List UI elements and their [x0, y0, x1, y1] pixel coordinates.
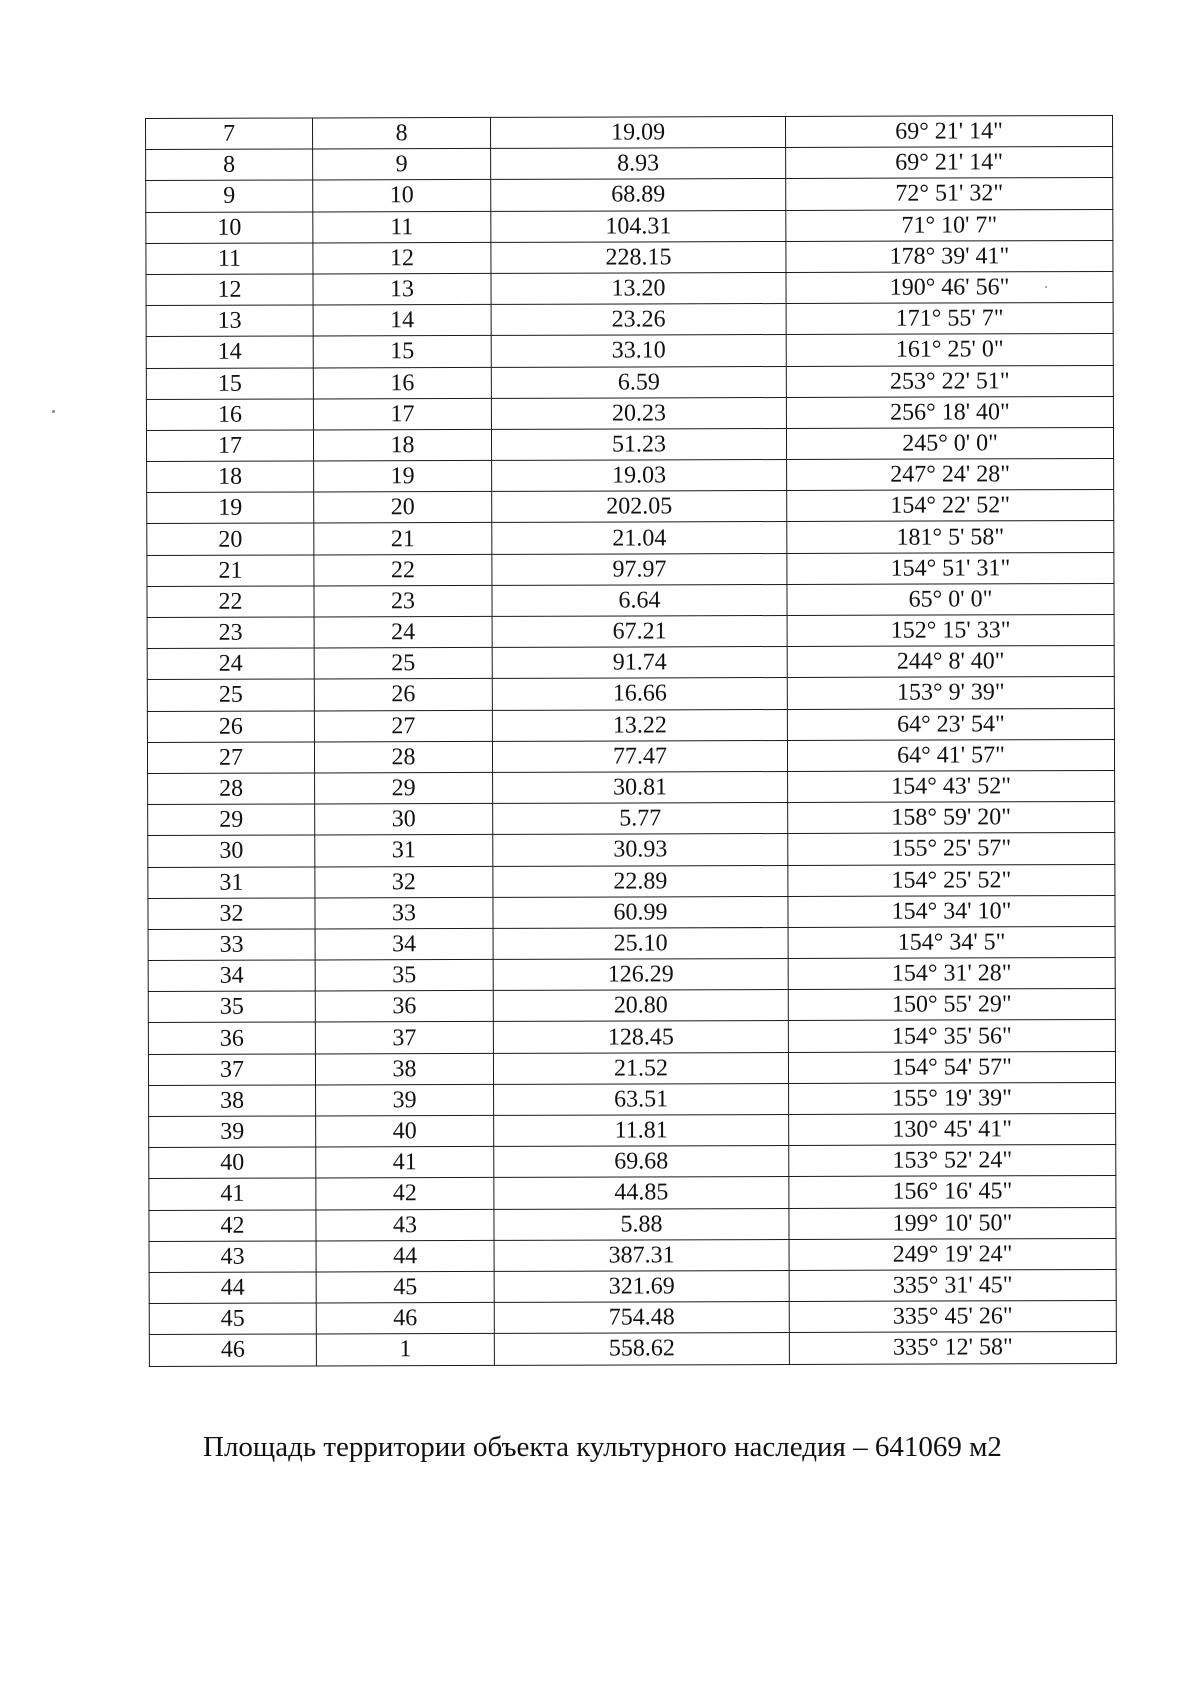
- table-row: [146, 147, 1113, 181]
- table-row: [149, 1332, 1116, 1366]
- point-to-cell: 32: [315, 866, 493, 898]
- table-row: [147, 677, 1114, 711]
- distance-cell: 387.31: [494, 1239, 789, 1271]
- point-from-cell: 10: [146, 212, 313, 244]
- table-row: [148, 958, 1115, 992]
- point-to-cell: 37: [315, 1022, 493, 1054]
- bearing-cell: 335° 12' 58": [789, 1332, 1116, 1364]
- point-to-cell: 35: [315, 959, 493, 991]
- point-from-cell: 25: [147, 679, 314, 711]
- scan-speck: [52, 410, 55, 413]
- point-to-cell: 22: [314, 554, 492, 586]
- bearing-cell: 154° 35' 56": [788, 1020, 1115, 1052]
- distance-cell: 13.22: [492, 709, 787, 741]
- point-from-cell: 45: [149, 1303, 316, 1335]
- point-from-cell: 30: [148, 835, 315, 867]
- point-to-cell: 36: [315, 991, 493, 1023]
- point-from-cell: 29: [148, 804, 315, 836]
- point-from-cell: 46: [149, 1334, 316, 1366]
- distance-cell: 11.81: [494, 1114, 789, 1146]
- distance-cell: 68.89: [491, 179, 786, 211]
- bearing-cell: 154° 31' 28": [788, 958, 1115, 990]
- table-row: [149, 1145, 1116, 1179]
- bearing-cell: 153° 52' 24": [789, 1145, 1116, 1177]
- point-from-cell: 34: [148, 960, 315, 992]
- bearing-cell: 335° 31' 45": [789, 1269, 1116, 1301]
- point-to-cell: 21: [314, 523, 492, 555]
- bearing-cell: 69° 21' 14": [786, 147, 1113, 179]
- bearing-cell: 155° 25' 57": [788, 833, 1115, 865]
- point-to-cell: 14: [313, 305, 491, 337]
- area-statement: Площадь территории объекта культурного наследия – 641069 м2: [203, 1431, 1002, 1463]
- point-from-cell: 20: [147, 523, 314, 555]
- bearing-cell: 154° 34' 5": [788, 926, 1115, 958]
- bearing-cell: 335° 45' 26": [789, 1301, 1116, 1333]
- point-to-cell: 39: [316, 1084, 494, 1116]
- distance-cell: 19.09: [490, 116, 785, 148]
- table-row: [147, 552, 1114, 586]
- point-to-cell: 20: [314, 492, 492, 524]
- distance-cell: 5.88: [494, 1208, 789, 1240]
- bearing-cell: 64° 23' 54": [787, 708, 1114, 740]
- distance-cell: 44.85: [494, 1177, 789, 1209]
- bearing-cell: 130° 45' 41": [789, 1113, 1116, 1145]
- bearing-cell: 249° 19' 24": [789, 1238, 1116, 1270]
- table-row: [148, 895, 1115, 929]
- distance-cell: 16.66: [492, 678, 787, 710]
- distance-cell: 91.74: [492, 647, 787, 679]
- bearing-cell: 244° 8' 40": [787, 646, 1114, 678]
- table-row: [146, 240, 1113, 274]
- table-row: [148, 864, 1115, 898]
- distance-cell: 754.48: [494, 1302, 789, 1334]
- distance-cell: 228.15: [491, 241, 786, 273]
- point-from-cell: 28: [148, 773, 315, 805]
- point-to-cell: 44: [316, 1240, 494, 1272]
- distance-cell: 20.23: [491, 397, 786, 429]
- table-row: [149, 1113, 1116, 1147]
- point-to-cell: 13: [313, 273, 491, 305]
- distance-cell: 22.89: [493, 865, 788, 897]
- point-from-cell: 27: [147, 742, 314, 774]
- bearing-cell: 156° 16' 45": [789, 1176, 1116, 1208]
- point-to-cell: 43: [316, 1209, 494, 1241]
- distance-cell: 77.47: [492, 740, 787, 772]
- point-from-cell: 36: [148, 1022, 315, 1054]
- scan-speck: [1045, 286, 1047, 288]
- table-row: [146, 303, 1113, 337]
- point-to-cell: 41: [316, 1147, 494, 1179]
- point-to-cell: 33: [315, 897, 493, 929]
- table-row: [149, 1238, 1116, 1272]
- distance-cell: 202.05: [492, 491, 787, 523]
- distance-cell: 128.45: [493, 1021, 788, 1053]
- distance-cell: 33.10: [491, 335, 786, 367]
- bearing-cell: 253° 22' 51": [786, 365, 1113, 397]
- point-from-cell: 18: [147, 461, 314, 493]
- distance-cell: 21.04: [492, 522, 787, 554]
- point-from-cell: 9: [146, 180, 313, 212]
- bearing-cell: 256° 18' 40": [786, 396, 1113, 428]
- point-from-cell: 19: [147, 492, 314, 524]
- distance-cell: 25.10: [493, 927, 788, 959]
- distance-cell: 30.81: [493, 771, 788, 803]
- table-row: [149, 1269, 1116, 1303]
- table-row: [148, 802, 1115, 836]
- table-row: [149, 1301, 1116, 1335]
- point-to-cell: 17: [313, 398, 491, 430]
- bearing-cell: 155° 19' 39": [789, 1082, 1116, 1114]
- distance-cell: 5.77: [493, 803, 788, 835]
- point-from-cell: 35: [148, 991, 315, 1023]
- point-from-cell: 8: [146, 149, 313, 181]
- table-row: [148, 989, 1115, 1023]
- bearing-cell: 161° 25' 0": [786, 334, 1113, 366]
- distance-cell: 30.93: [493, 834, 788, 866]
- point-from-cell: 11: [146, 243, 313, 275]
- table-row: [146, 115, 1113, 149]
- table-row: [147, 708, 1114, 742]
- point-from-cell: 41: [149, 1178, 316, 1210]
- distance-cell: 67.21: [492, 615, 787, 647]
- bearing-cell: 178° 39' 41": [786, 240, 1113, 272]
- table-row: [148, 1020, 1115, 1054]
- point-to-cell: 40: [316, 1115, 494, 1147]
- table-row: [147, 490, 1114, 524]
- point-from-cell: 23: [147, 617, 314, 649]
- distance-cell: 97.97: [492, 553, 787, 585]
- table-row: [147, 583, 1114, 617]
- point-from-cell: 43: [149, 1241, 316, 1273]
- bearing-cell: 171° 55' 7": [786, 303, 1113, 335]
- table-row: [147, 739, 1114, 773]
- distance-cell: 6.64: [492, 584, 787, 616]
- bearing-cell: 64° 41' 57": [787, 739, 1114, 771]
- distance-cell: 60.99: [493, 896, 788, 928]
- bearing-cell: 72° 51' 32": [786, 178, 1113, 210]
- distance-cell: 13.20: [491, 272, 786, 304]
- distance-cell: 23.26: [491, 304, 786, 336]
- point-to-cell: 15: [313, 336, 491, 368]
- point-from-cell: 13: [146, 305, 313, 337]
- bearing-cell: 154° 22' 52": [787, 490, 1114, 522]
- point-to-cell: 42: [316, 1178, 494, 1210]
- point-to-cell: 46: [316, 1303, 494, 1335]
- point-to-cell: 11: [313, 211, 491, 243]
- point-from-cell: 40: [149, 1147, 316, 1179]
- point-from-cell: 26: [147, 711, 314, 743]
- point-from-cell: 39: [149, 1116, 316, 1148]
- distance-cell: 321.69: [494, 1270, 789, 1302]
- table-row: [148, 770, 1115, 804]
- point-to-cell: 23: [314, 585, 492, 617]
- table-row: [149, 1176, 1116, 1210]
- table-row: [147, 521, 1114, 555]
- point-to-cell: 34: [315, 928, 493, 960]
- point-to-cell: 30: [315, 804, 493, 836]
- point-from-cell: 38: [149, 1085, 316, 1117]
- point-to-cell: 1: [316, 1334, 494, 1366]
- bearing-cell: 245° 0' 0": [786, 427, 1113, 459]
- bearing-cell: 158° 59' 20": [788, 802, 1115, 834]
- point-to-cell: 25: [314, 648, 492, 680]
- table-row: [148, 833, 1115, 867]
- table-row: [149, 1082, 1116, 1116]
- bearing-cell: 153° 9' 39": [787, 677, 1114, 709]
- point-to-cell: 9: [313, 149, 491, 181]
- point-from-cell: 17: [146, 430, 313, 462]
- point-from-cell: 16: [146, 399, 313, 431]
- distance-cell: 104.31: [491, 210, 786, 242]
- distance-cell: 20.80: [493, 990, 788, 1022]
- distance-cell: 8.93: [491, 148, 786, 180]
- table-row: [147, 459, 1114, 493]
- table-row: [147, 646, 1114, 680]
- bearing-cell: 71° 10' 7": [786, 209, 1113, 241]
- table-row: [146, 178, 1113, 212]
- point-to-cell: 16: [313, 367, 491, 399]
- bearing-cell: 199° 10' 50": [789, 1207, 1116, 1239]
- bearing-cell: 154° 51' 31": [787, 552, 1114, 584]
- distance-cell: 6.59: [491, 366, 786, 398]
- point-to-cell: 31: [315, 835, 493, 867]
- table-body: [146, 115, 1117, 1366]
- bearing-cell: 247° 24' 28": [787, 459, 1114, 491]
- bearing-cell: 152° 15' 33": [787, 614, 1114, 646]
- point-from-cell: 24: [147, 648, 314, 680]
- point-to-cell: 29: [315, 772, 493, 804]
- distance-cell: 19.03: [492, 460, 787, 492]
- bearing-cell: 69° 21' 14": [785, 115, 1112, 147]
- table-row: [146, 209, 1113, 243]
- table-row: [146, 271, 1113, 305]
- distance-cell: 69.68: [494, 1146, 789, 1178]
- point-to-cell: 26: [314, 679, 492, 711]
- bearing-cell: 65° 0' 0": [787, 583, 1114, 615]
- point-to-cell: 19: [314, 460, 492, 492]
- distance-cell: 51.23: [491, 428, 786, 460]
- table-row: [146, 396, 1113, 430]
- table-row: [148, 1051, 1115, 1085]
- point-from-cell: 12: [146, 274, 313, 306]
- point-from-cell: 22: [147, 586, 314, 618]
- point-to-cell: 38: [315, 1053, 493, 1085]
- distance-cell: 126.29: [493, 959, 788, 991]
- point-to-cell: 45: [316, 1271, 494, 1303]
- boundary-coordinates-table: [145, 115, 1117, 1367]
- distance-cell: 21.52: [493, 1052, 788, 1084]
- point-from-cell: 42: [149, 1210, 316, 1242]
- table-row: [146, 334, 1113, 368]
- point-to-cell: 27: [314, 710, 492, 742]
- table-row: [148, 926, 1115, 960]
- table-row: [146, 427, 1113, 461]
- point-to-cell: 18: [313, 429, 491, 461]
- distance-cell: 63.51: [494, 1083, 789, 1115]
- table-row: [149, 1207, 1116, 1241]
- bearing-cell: 154° 25' 52": [788, 864, 1115, 896]
- table-row: [147, 614, 1114, 648]
- point-from-cell: 44: [149, 1272, 316, 1304]
- bearing-cell: 190° 46' 56": [786, 271, 1113, 303]
- point-to-cell: 10: [313, 180, 491, 212]
- table-row: [146, 365, 1113, 399]
- distance-cell: 558.62: [494, 1333, 789, 1365]
- point-from-cell: 32: [148, 898, 315, 930]
- point-from-cell: 7: [146, 118, 313, 150]
- point-to-cell: 24: [314, 616, 492, 648]
- point-to-cell: 12: [313, 242, 491, 274]
- point-from-cell: 37: [148, 1054, 315, 1086]
- point-to-cell: 8: [313, 117, 491, 149]
- point-from-cell: 15: [146, 367, 313, 399]
- point-from-cell: 31: [148, 866, 315, 898]
- bearing-cell: 154° 54' 57": [788, 1051, 1115, 1083]
- bearing-cell: 181° 5' 58": [787, 521, 1114, 553]
- bearing-cell: 150° 55' 29": [788, 989, 1115, 1021]
- point-from-cell: 14: [146, 336, 313, 368]
- bearing-cell: 154° 43' 52": [788, 770, 1115, 802]
- bearing-cell: 154° 34' 10": [788, 895, 1115, 927]
- point-from-cell: 33: [148, 929, 315, 961]
- point-to-cell: 28: [314, 741, 492, 773]
- point-from-cell: 21: [147, 555, 314, 587]
